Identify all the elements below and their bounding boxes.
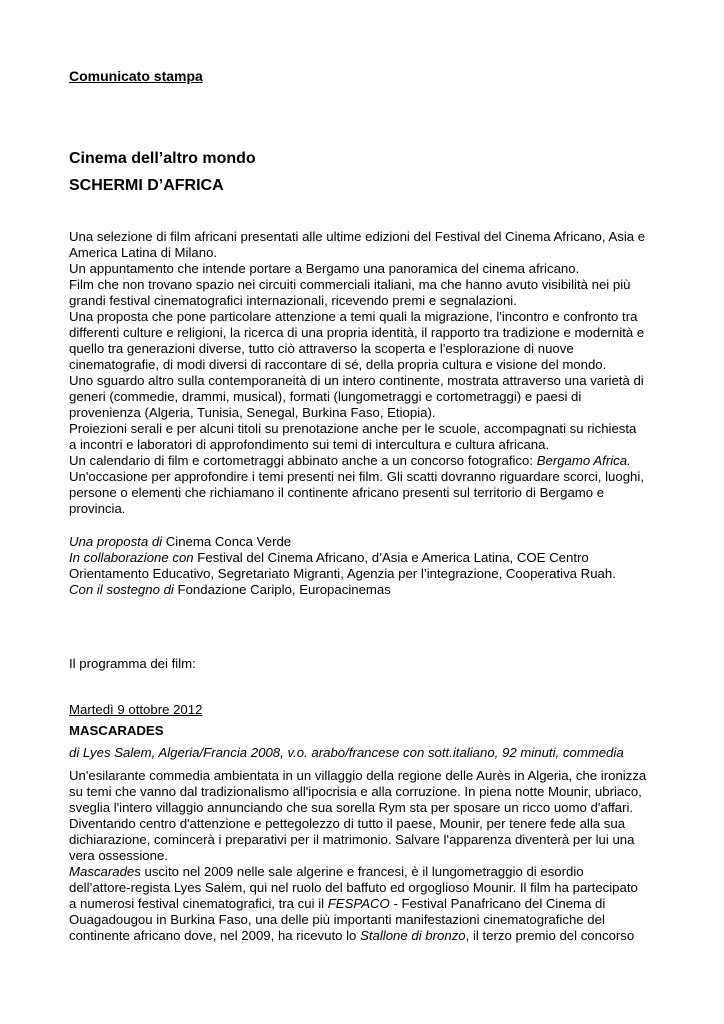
synopsis-line: Diventando centro d'attenzione e pettegolezzo di tutto il paese, Mounir, per tenere fede alla sua [69,816,626,831]
intro-line: provenienza (Algeria, Tunisia, Senegal, Burkina Faso, Etiopia). [69,405,436,420]
film-info: di Lyes Salem, Algeria/Francia 2008, v.o. arabo/francese con sott.italiano, 92 minuti, commedia [69,745,624,760]
intro-line: Uno sguardo altro sulla contemporaneità di un intero continente, mostrata attraverso una varietà di [69,373,644,388]
page-title: Cinema dell’altro mondo [69,150,256,167]
film-detail-text: a numerosi festival cinematografici, tra cui il [69,896,328,911]
synopsis-line: su temi che vanno dal tradizionalismo all'ipocrisia e alla corruzione. In piena notte Mounir, ubriaco, [69,784,642,799]
page-subtitle: SCHERMI D’AFRICA [69,177,224,194]
credit-value: Cinema Conca Verde [162,534,292,549]
credit-label: Una proposta di [69,534,163,549]
credit-sostegno [69,582,616,598]
intro-line: differenti culture e religioni, la ricerca di una propria identità, il rapporto tra tradizione e modernità e [69,325,645,340]
synopsis-line: dichiarazione, comincerà i preparativi per il matrimonio. Salvare l'apparenza diventerà per lui una [69,832,635,847]
intro-line: Film che non trovano spazio nei circuiti commerciali italiani, ma che hanno avuto visibilità nei più [69,277,631,292]
intro-line: generi (commedie, drammi, musical), formati (lungometraggi e cortometraggi) e paesi di [69,389,582,404]
intro-line: Proiezioni serali e per alcuni titoli su prenotazione anche per le scuole, accompagnati su richiesta [69,421,637,436]
contest-line [69,453,645,469]
contest-line: Un'occasione per approfondire i temi presenti nei film. Gli scatti dovranno riguardare scorci, luoghi, [69,469,644,484]
intro-line: Una proposta che pone particolare attenzione a temi quali la migrazione, l'incontro e confronto tra [69,309,638,324]
film-detail-text: uscito nel 2009 nelle sale algerine e francesi, è il lungometraggio di esordio [140,864,584,879]
contest-text: Un calendario di film e cortometraggi abbinato anche a un concorso fotografico: [69,453,537,468]
film-detail-line: Ouagadougou in Burkina Faso, una delle più importanti manifestazioni cinematografiche del [69,912,605,927]
credits-block [69,534,616,598]
synopsis-line: vera ossessione. [69,848,168,863]
film-detail-text: continente africano dove, nel 2009, ha ricevuto lo [69,928,361,943]
intro-line: a incontri e laboratori di approfondimento sui temi di intercultura e cultura africana. [69,437,550,452]
intro-line: cinematografie, di modi diversi di raccontare di sé, della propria cultura e visione del mondo. [69,357,607,372]
credit-label: In collaborazione con [69,550,194,565]
press-release-label: Comunicato stampa [69,68,203,84]
contest-line: provincia. [69,501,126,516]
program-intro: Il programma dei film: [69,656,196,671]
intro-line: quello tra generazioni diverse, tutto ciò attraverso la scoperta e l'esplorazione di nuove [69,341,574,356]
credit-value: Festival del Cinema Africano, d’Asia e America Latina, COE Centro [193,550,589,565]
film-title-italic: Mascarades [69,864,141,879]
film-synopsis [69,768,646,944]
intro-line: America Latina di Milano. [69,245,218,260]
credit-collab [69,550,616,566]
film-detail-text: , il terzo premio del concorso [465,928,635,943]
film-detail-line [69,864,646,880]
intro-line: Un appuntamento che intende portare a Bergamo una panoramica del cinema africano. [69,261,580,276]
film-detail-line [69,896,646,912]
film-detail-line [69,928,646,944]
credit-label: Con il sostegno di [69,582,174,597]
film-detail-text: - Festival Panafricano del Cinema di [389,896,606,911]
credit-collab-cont: Orientamento Educativo, Segretariato Migranti, Agenzia per l’integrazione, Cooperativa Ruah. [69,566,616,581]
credit-value: Fondazione Cariplo, Europacinemas [173,582,391,597]
intro-line: grandi festival cinematografici internazionali, ricevendo premi e segnalazioni. [69,293,517,308]
screening-date: Martedì 9 ottobre 2012 [69,702,203,717]
contest-line: persone o elementi che richiamano il continente africano presenti sul territorio di Bergamo e [69,485,605,500]
film-detail-line: dell’attore-regista Lyes Salem, qui nel ruolo del baffuto ed orgoglioso Mounir. Il film ha partecipato [69,880,638,895]
intro-line: Una selezione di film africani presentati alle ultime edizioni del Festival del Cinema Africano, Asia e [69,229,646,244]
synopsis-line: Un'esilarante commedia ambientata in un villaggio della regione delle Aurès in Algeria, che ironizza [69,768,647,783]
award-name: Stallone di bronzo [360,928,466,943]
synopsis-line: sveglia l'intero villaggio annunciando che sua sorella Rym sta per sposare un ricco uomo d'affari. [69,800,634,815]
contest-name: Bergamo Africa. [536,453,631,468]
intro-paragraph [69,229,645,517]
credit-proposta [69,534,616,550]
film-title: MASCARADES [69,723,164,738]
festival-name: FESPACO [327,896,390,911]
